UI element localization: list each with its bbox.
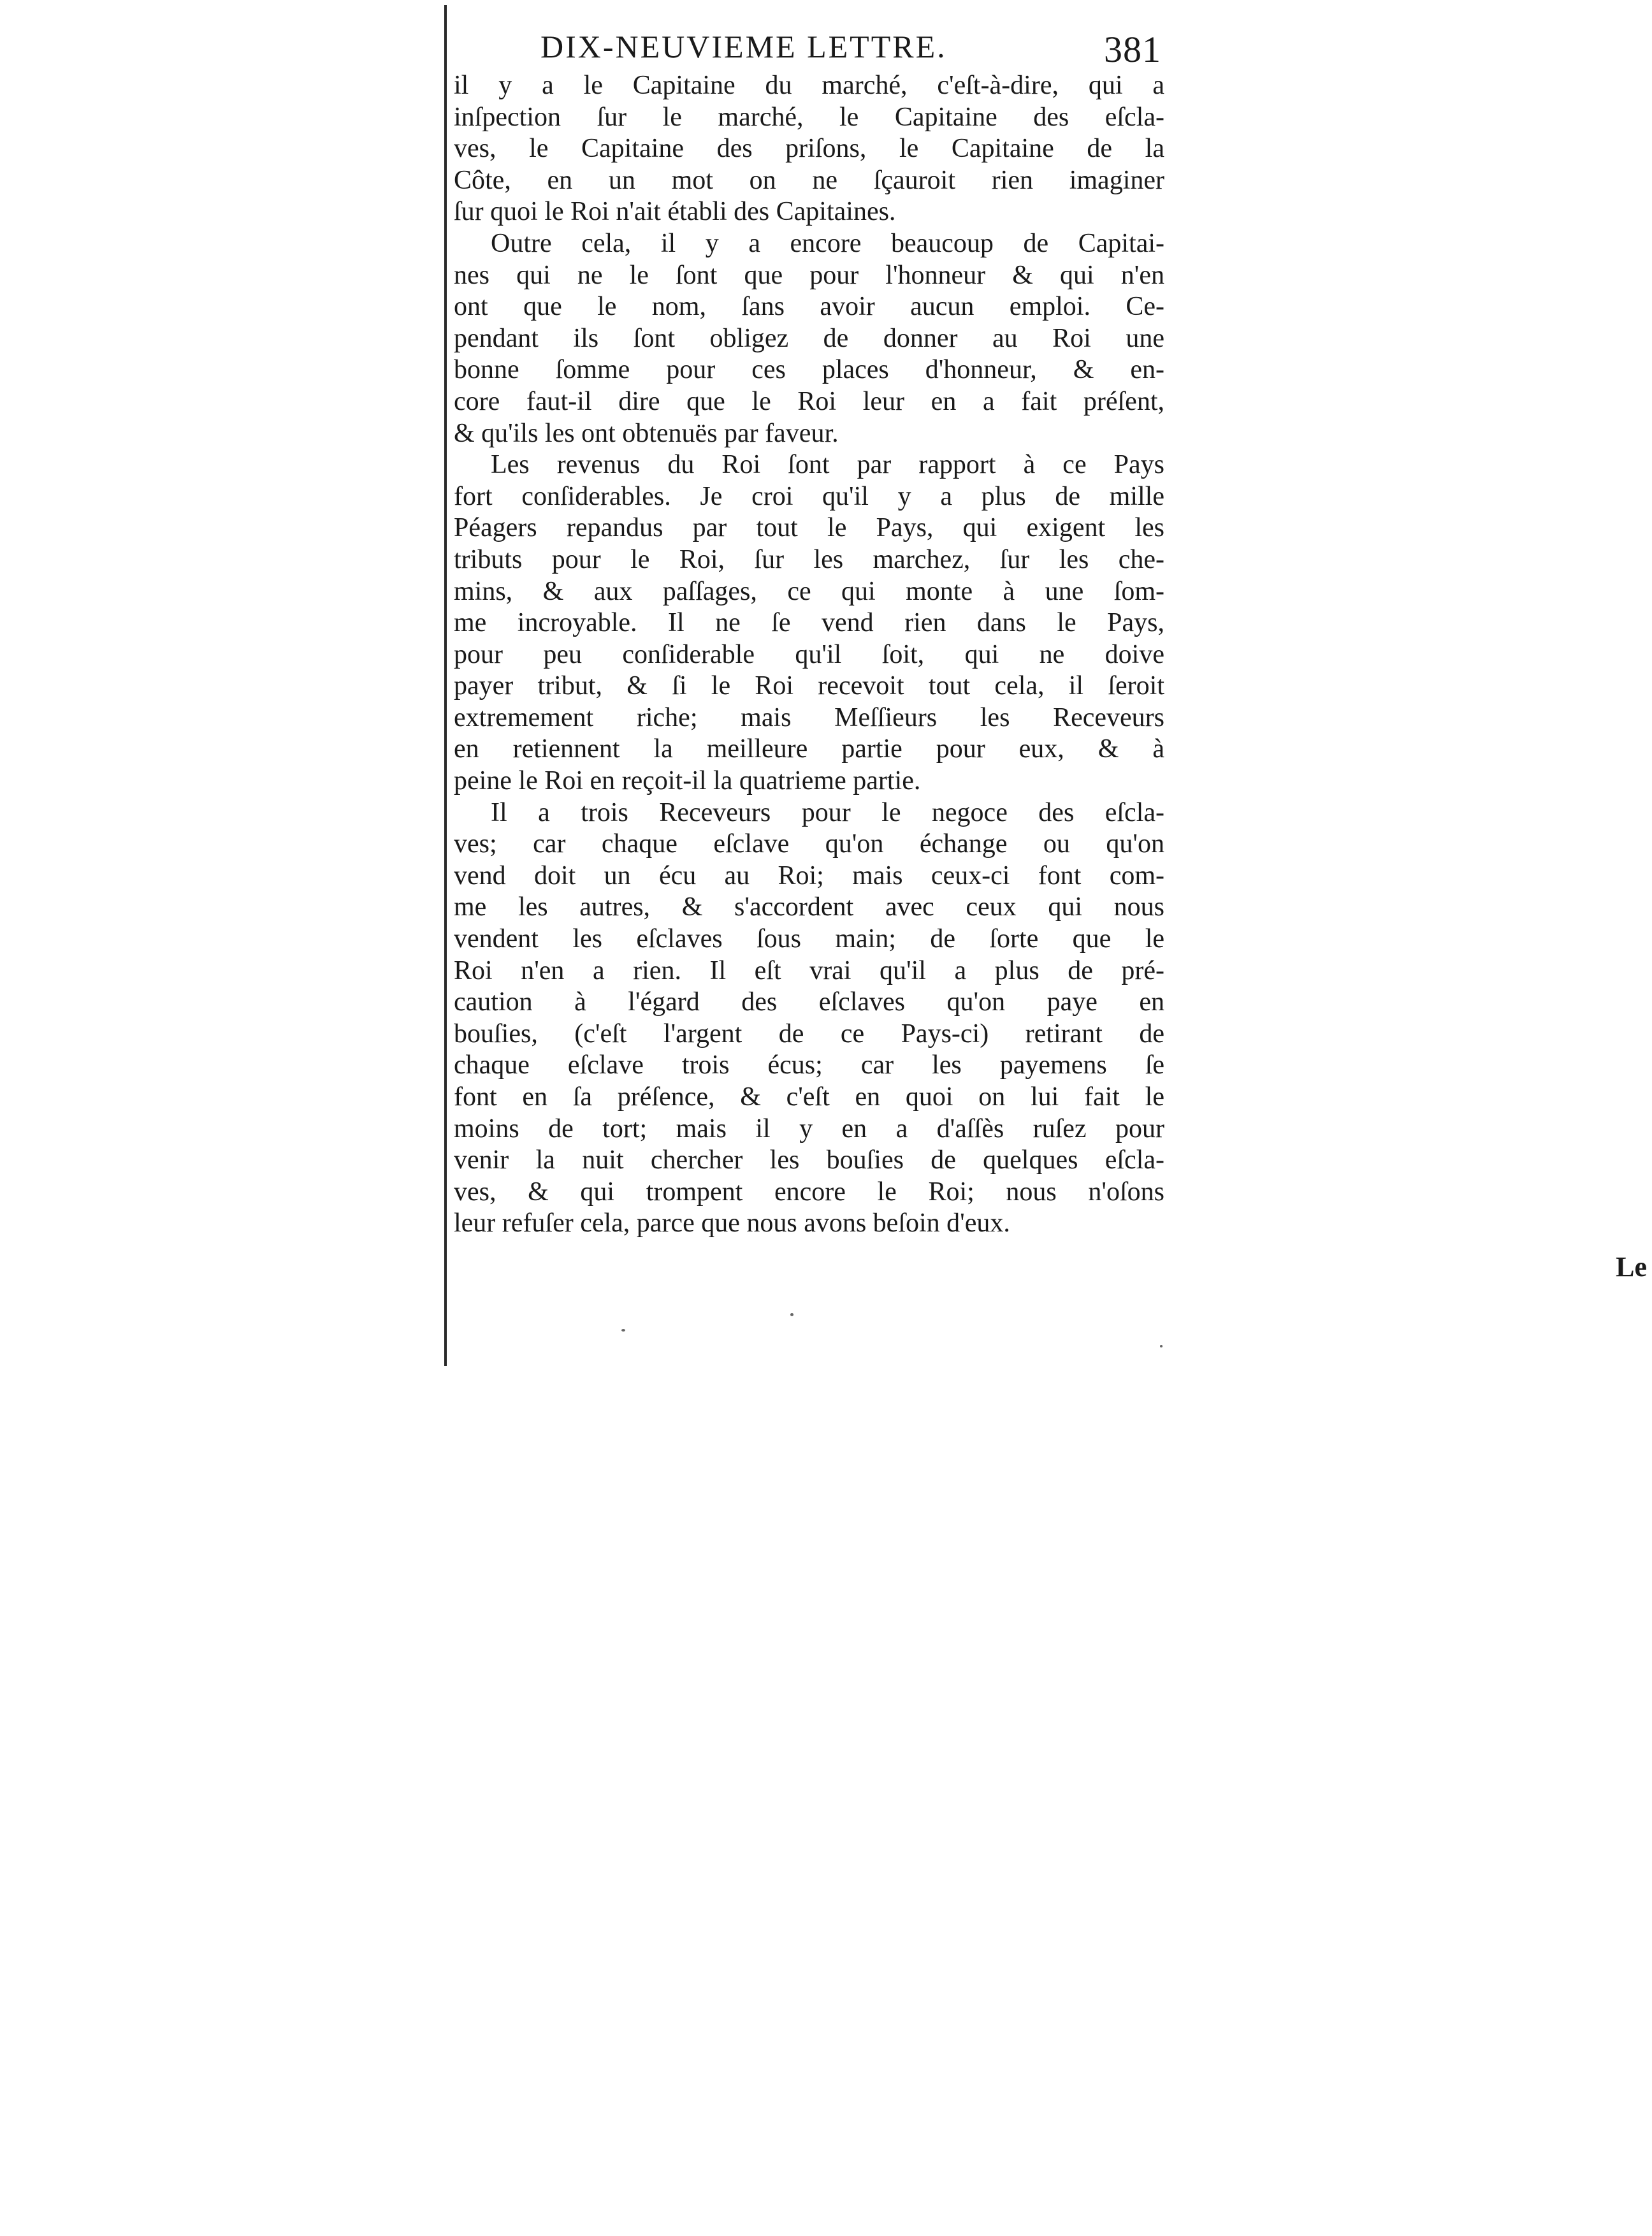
text-line: ves, & qui trompent encore le Roi; nous n'oſons bbox=[454, 1177, 1164, 1207]
text-line: vend doit un écu au Roi; mais ceux-ci font com- bbox=[454, 860, 1164, 890]
text-line: Roi n'en a rien. Il eſt vrai qu'il a plus de pré- bbox=[454, 955, 1164, 985]
paragraph bbox=[454, 797, 1164, 1240]
paragraph bbox=[454, 449, 1164, 797]
text-line: pendant ils ſont obligez de donner au Roi une bbox=[454, 323, 1164, 353]
paragraph bbox=[454, 70, 1164, 228]
text-line: tributs pour le Roi, ſur les marchez, ſur les che- bbox=[454, 544, 1164, 574]
text-line: me les autres, & s'accordent avec ceux qui nous bbox=[454, 892, 1164, 922]
text-line: leur refuſer cela, parce que nous avons beſoin d'eux. bbox=[454, 1209, 1010, 1238]
text-line: Côte, en un mot on ne ſçauroit rien imaginer bbox=[454, 165, 1164, 195]
print-speck bbox=[1160, 1345, 1163, 1347]
text-line: bonne ſomme pour ces places d'honneur, & en- bbox=[454, 355, 1164, 385]
text-line: ont que le nom, ſans avoir aucun emploi. Ce- bbox=[454, 292, 1164, 322]
text-line: en retiennent la meilleure partie pour eux, & à bbox=[454, 734, 1164, 764]
text-line: il y a le Capitaine du marché, c'eſt-à-dire, qui a bbox=[454, 71, 1164, 100]
print-speck bbox=[790, 1313, 793, 1316]
text-line: ves, le Capitaine des priſons, le Capitaine de la bbox=[454, 134, 1164, 164]
text-line: bouſies, (c'eſt l'argent de ce Pays-ci) retirant de bbox=[454, 1019, 1164, 1049]
text-line: font en ſa préſence, & c'eſt en quoi on lui fait le bbox=[454, 1082, 1164, 1112]
paragraph bbox=[454, 228, 1164, 449]
text-line: caution à l'égard des eſclaves qu'on paye en bbox=[454, 987, 1164, 1017]
text-line: & qu'ils les ont obtenuës par faveur. bbox=[454, 418, 839, 448]
gutter-mark bbox=[444, 11, 447, 25]
text-line: ſur quoi le Roi n'ait établi des Capitaines. bbox=[454, 197, 896, 227]
gutter-binding-line bbox=[444, 5, 447, 1366]
text-line: Les revenus du Roi ſont par rapport à ce Pays bbox=[491, 450, 1164, 480]
text-line: payer tribut, & ſi le Roi recevoit tout cela, il ſeroit bbox=[454, 671, 1164, 701]
catchword: Le bbox=[1616, 1251, 1647, 1282]
text-line: vendent les eſclaves ſous main; de ſorte que le bbox=[454, 924, 1164, 954]
text-line: Péagers repandus par tout le Pays, qui exigent les bbox=[454, 513, 1164, 543]
text-line: extremement riche; mais Meſſieurs les Receveurs bbox=[454, 702, 1164, 732]
text-line: chaque eſclave trois écus; car les payemens ſe bbox=[454, 1050, 1164, 1080]
book-page bbox=[454, 25, 1164, 1240]
body-text bbox=[454, 70, 1164, 1240]
page-number: 381 bbox=[1104, 29, 1161, 70]
running-head-title: DIX-NEUVIEME LETTRE. bbox=[540, 29, 947, 64]
text-line: mins, & aux paſſages, ce qui monte à une ſom- bbox=[454, 576, 1164, 606]
text-line: moins de tort; mais il y en a d'aſſès ruſez pour bbox=[454, 1114, 1164, 1143]
text-line: ves; car chaque eſclave qu'on échange ou qu'on bbox=[454, 829, 1164, 859]
running-head bbox=[454, 25, 1164, 70]
text-line: inſpection ſur le marché, le Capitaine des eſcla- bbox=[454, 102, 1164, 132]
text-line: fort conſiderables. Je croi qu'il y a plus de mille bbox=[454, 481, 1164, 511]
text-line: Il a trois Receveurs pour le negoce des eſcla- bbox=[491, 797, 1164, 827]
text-line: pour peu conſiderable qu'il ſoit, qui ne doive bbox=[454, 639, 1164, 669]
text-line: Outre cela, il y a encore beaucoup de Capitai- bbox=[491, 228, 1164, 258]
text-line: core faut-il dire que le Roi leur en a fait préſent, bbox=[454, 386, 1164, 416]
text-line: nes qui ne le ſont que pour l'honneur & qui n'en bbox=[454, 260, 1164, 290]
text-line: peine le Roi en reçoit-il la quatrieme partie. bbox=[454, 766, 921, 796]
text-line: venir la nuit chercher les bouſies de quelques eſcla- bbox=[454, 1145, 1164, 1175]
print-speck bbox=[621, 1329, 625, 1332]
text-line: me incroyable. Il ne ſe vend rien dans le Pays, bbox=[454, 608, 1164, 638]
